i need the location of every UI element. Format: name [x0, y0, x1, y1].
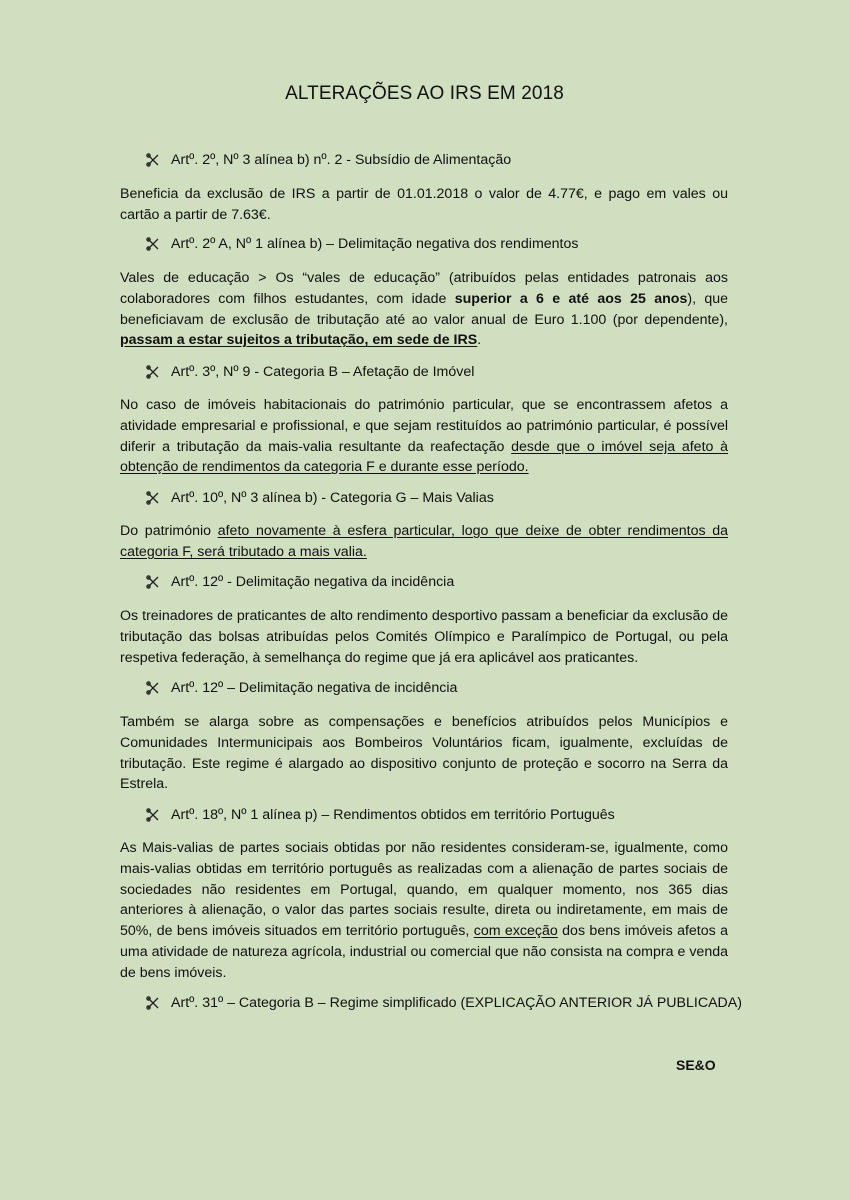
- section-paragraph: [120, 184, 728, 226]
- section-heading-text: Artº. 31º – Categoria B – Regime simplificado (EXPLICAÇÃO ANTERIOR JÁ PUBLICADA): [171, 995, 742, 1011]
- paragraph-run: passam a estar sujeitos a tributação, em sede de IRS: [120, 332, 478, 349]
- section-heading: [146, 236, 766, 252]
- section-paragraph: [120, 395, 728, 478]
- scissors-bullet-icon: [146, 575, 160, 589]
- paragraph-run: Os treinadores de praticantes de alto rendimento desportivo passam a beneficiar da exclusão de tributação das bolsas atribuídas pelos Comités Olímpico e Paralímpico de Portugal, ou pela respetiva federação, à semelhança do regime que já era aplicável aos praticantes.: [120, 608, 728, 666]
- paragraph-run: Beneficia da exclusão de IRS a partir de 01.01.2018 o valor de 4.77€, e pago em vales ou cartão a partir de 7.63€.: [120, 186, 728, 223]
- section-heading: [146, 680, 766, 696]
- paragraph-run: desde que o imóvel seja afeto à obtenção de rendimentos da categoria F e durante esse período.: [120, 438, 728, 476]
- section-heading-text: Artº. 18º, Nº 1 alínea p) – Rendimentos obtidos em território Português: [171, 807, 615, 823]
- paragraph-run: dos bens imóveis afetos a uma atividade de natureza agrícola, industrial ou comercial que não consista na compra e venda de bens imóveis.: [120, 923, 729, 981]
- section-paragraph: [120, 606, 728, 668]
- section-paragraph: [120, 268, 728, 351]
- section-paragraph: [120, 521, 728, 563]
- section-paragraph: [120, 838, 728, 984]
- paragraph-run: afeto novamente à esfera particular, logo que deixe de obter rendimentos da categoria F, será tributado a mais valia.: [120, 523, 729, 560]
- section-heading-text: Artº. 12º – Delimitação negativa de incidência: [171, 680, 458, 696]
- paragraph-run: ), que beneficiavam de exclusão de tributação até ao valor anual de Euro 1.100 (por dependente),: [120, 290, 729, 328]
- section-heading-text: Artº. 2º, Nº 3 alínea b) nº. 2 - Subsídio de Alimentação: [171, 152, 512, 168]
- paragraph-run: superior a 6 e até aos 25 anos: [454, 290, 688, 307]
- section-heading: [146, 364, 766, 380]
- scissors-bullet-icon: [146, 153, 160, 167]
- document-title: ALTERAÇÕES AO IRS EM 2018: [285, 83, 564, 104]
- section-heading: [146, 995, 766, 1011]
- signature: SE&O: [676, 1057, 716, 1073]
- section-heading: [146, 574, 766, 590]
- paragraph-run: Também se alarga sobre as compensações e benefícios atribuídos pelos Municípios e Comunidades Intermunicipais aos Bombeiros Voluntários ficam, igualmente, excluídas de tributação. Este regime é alargado ao dispositivo conjunto de proteção e socorro na Serra da Estrela.: [120, 714, 728, 793]
- paragraph-run: Vales de educação > Os “vales de educação” (atribuídos pelas entidades patronais aos colaboradores com filhos estudantes, com idade: [120, 270, 728, 307]
- section-heading: [146, 152, 766, 168]
- scissors-bullet-icon: [146, 491, 160, 505]
- section-heading-text: Artº. 2º A, Nº 1 alínea b) – Delimitação negativa dos rendimentos: [171, 236, 579, 252]
- paragraph-run: .: [477, 332, 482, 349]
- paragraph-run: com exceção: [473, 923, 558, 940]
- section-paragraph: [120, 712, 728, 795]
- section-heading-text: Artº. 12º - Delimitação negativa da incidência: [171, 574, 455, 590]
- scissors-bullet-icon: [146, 365, 160, 379]
- scissors-bullet-icon: [146, 808, 160, 822]
- scissors-bullet-icon: [146, 237, 160, 251]
- section-heading-text: Artº. 10º, Nº 3 alínea b) - Categoria G – Mais Valias: [171, 490, 494, 506]
- scissors-bullet-icon: [146, 681, 160, 695]
- scissors-bullet-icon: [146, 996, 160, 1010]
- paragraph-run: Do património: [120, 523, 218, 539]
- section-heading-text: Artº. 3º, Nº 9 - Categoria B – Afetação de Imóvel: [171, 364, 475, 380]
- section-heading: [146, 807, 766, 823]
- section-heading: [146, 490, 766, 506]
- paragraph-run: As Mais-valias de partes sociais obtidas por não residentes consideram-se, igualmente, como mais-valias obtidas em território português as realizadas com a alienação de partes sociais de sociedades não residentes em Portugal, quando, em qualquer momento, nos 365 dias anteriores à alienação, o valor das partes sociais resulte, direta ou indiretamente, em mais de 50%, de bens imóveis situados em território português,: [120, 840, 728, 940]
- paragraph-run: No caso de imóveis habitacionais do património particular, que se encontrassem afetos a atividade empresarial e profissional, e que sejam restituídos ao património particular, é possível diferir a tributação da mais-valia resultante da reafectação: [120, 397, 728, 455]
